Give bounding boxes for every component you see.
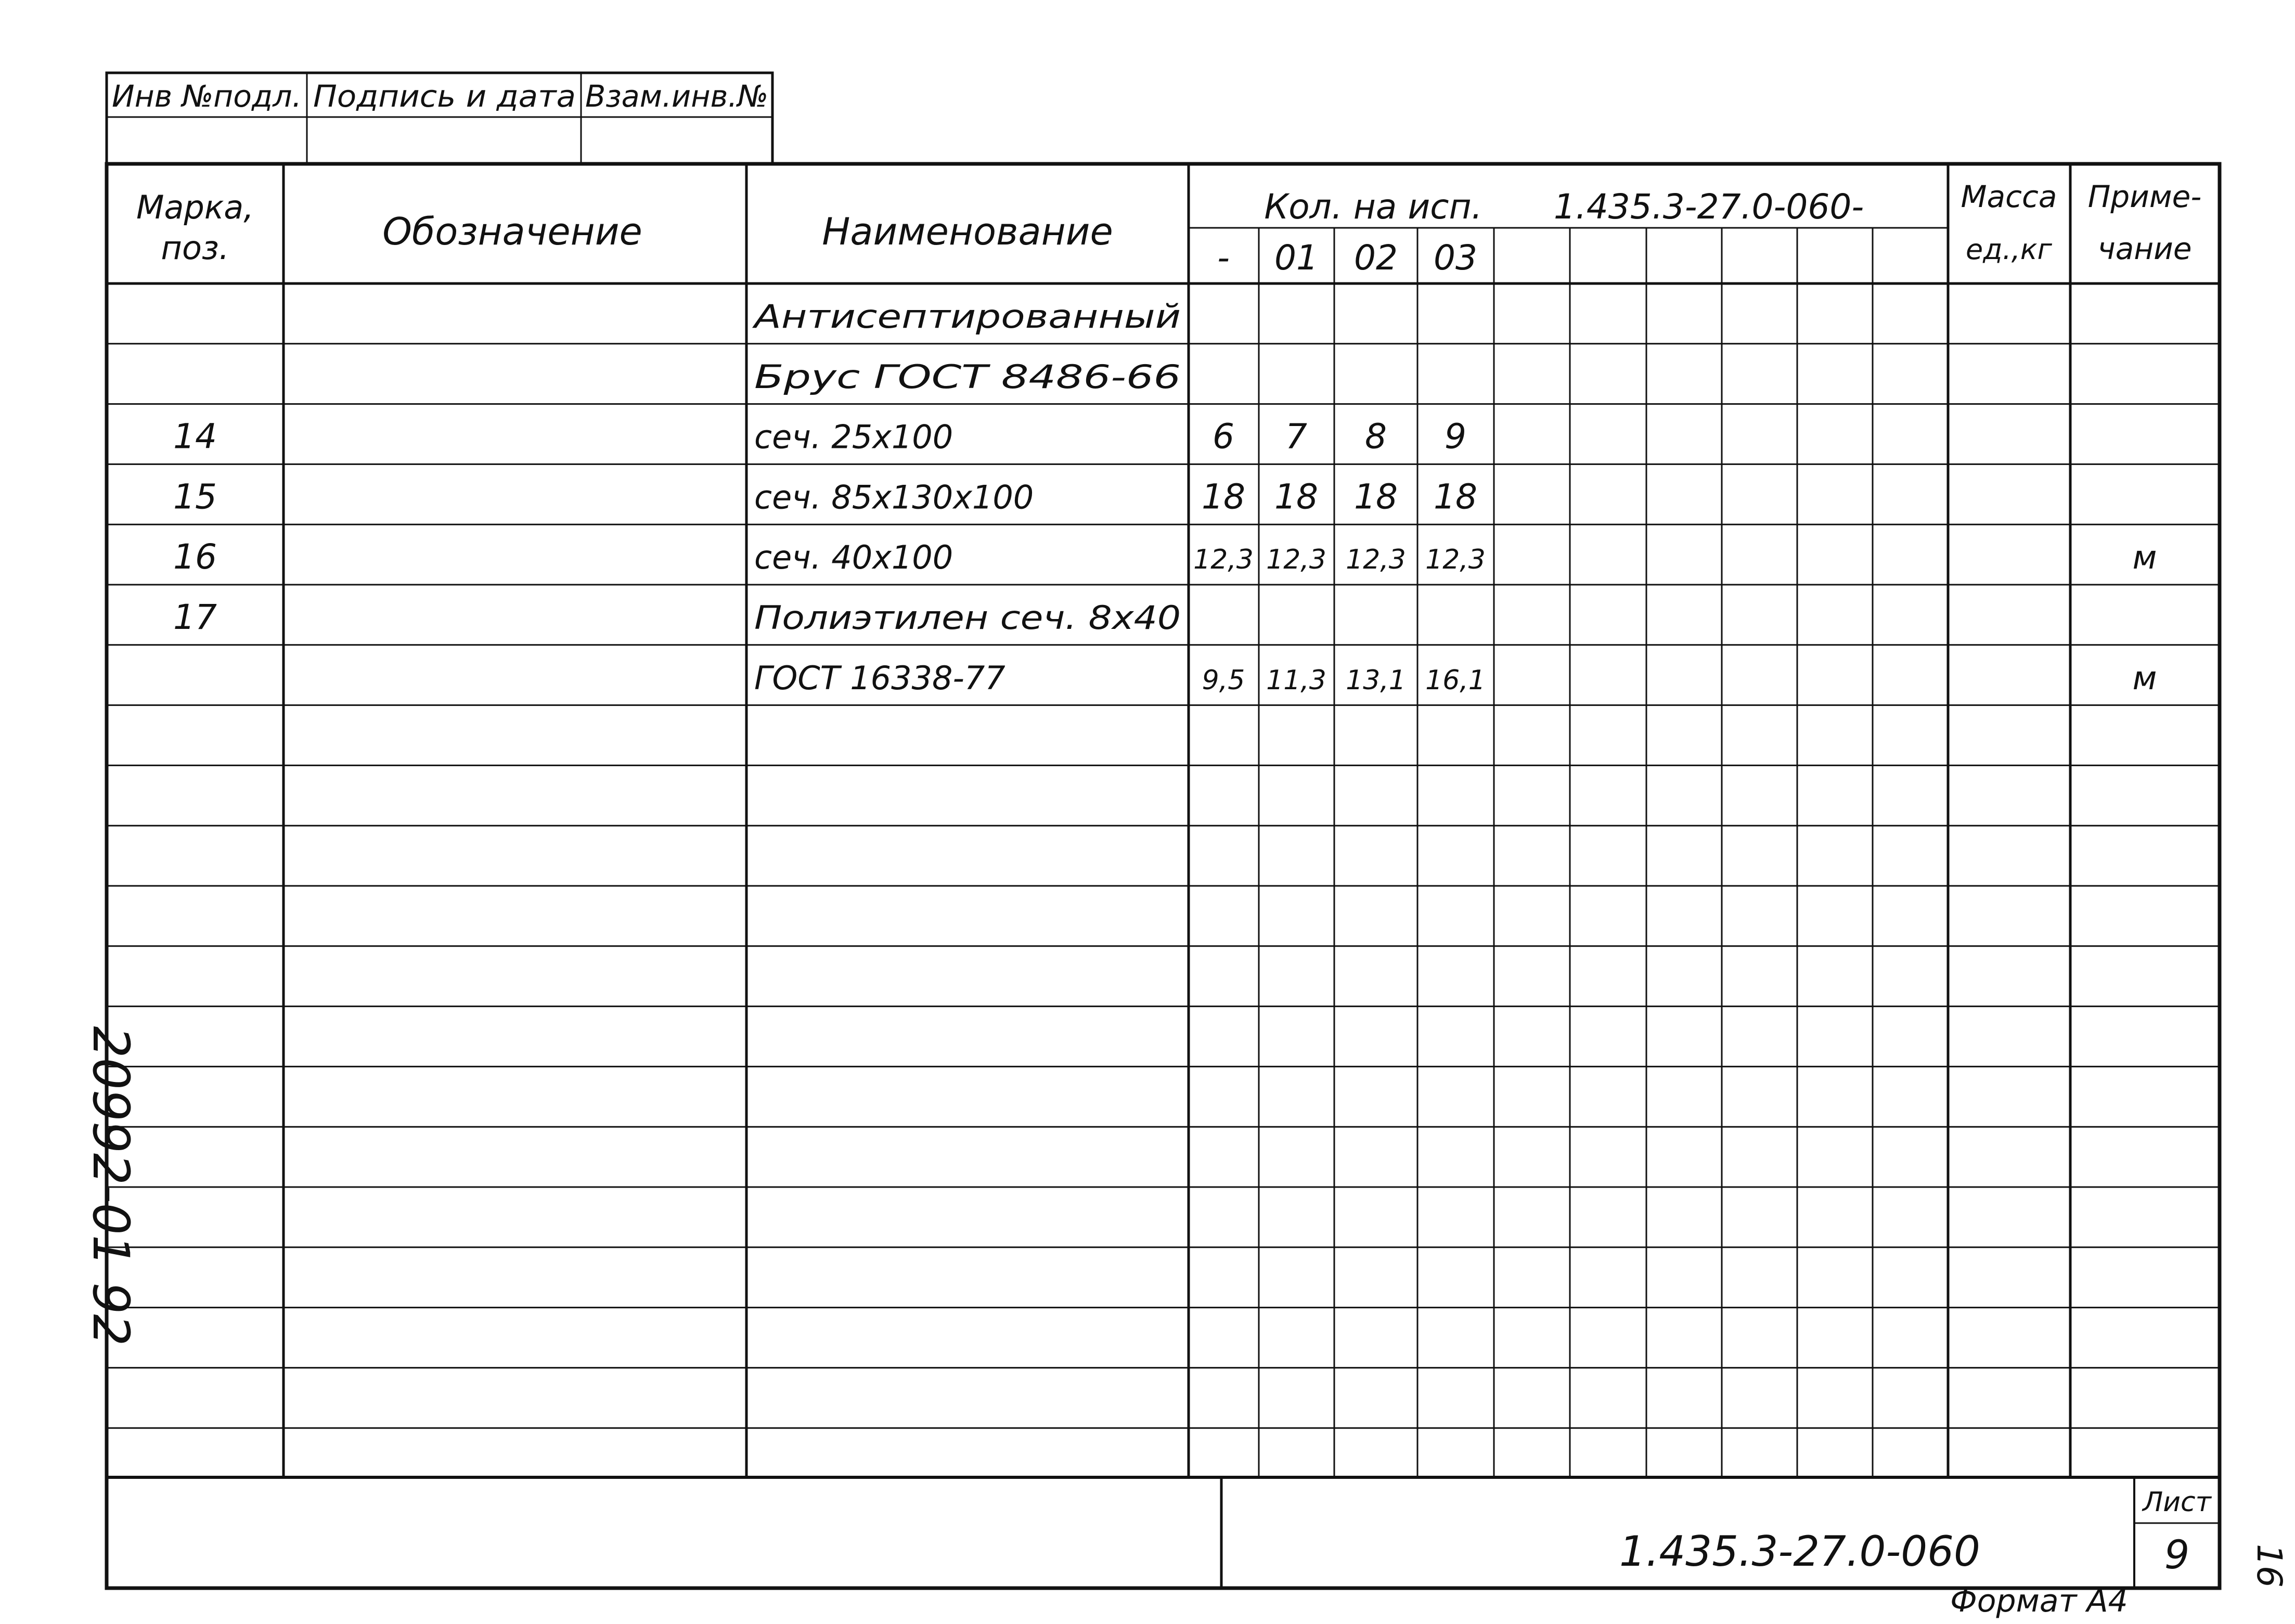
header-mark: Марка, (136, 188, 254, 226)
header-note: Приме- (2087, 179, 2202, 214)
row-qty: 6 (1213, 416, 1234, 457)
row-name: сеч. 25х100 (754, 418, 953, 456)
row-position: 16 (173, 537, 217, 577)
header-note-2: чание (2097, 231, 2192, 266)
stamp-header-sign: Подпись и дата (313, 79, 576, 114)
stamp-header-replace: Взам.инв.№ (585, 79, 768, 114)
doc-code: 1.435.3-27.0-060 (1619, 1527, 1980, 1576)
header-mass-unit: ед.,кг (1966, 233, 2052, 266)
row-qty: 13,1 (1346, 664, 1406, 696)
row-position: 15 (173, 476, 217, 517)
row-name: Полиэтилен сеч. 8х40 (754, 599, 1181, 637)
row-qty: 9,5 (1202, 664, 1245, 696)
table-row (173, 597, 1181, 637)
row-position: 14 (173, 416, 217, 457)
row-note: м (2132, 659, 2157, 697)
header-variant-3: 02 (1354, 238, 1398, 278)
row-qty: 12,3 (1193, 544, 1254, 576)
row-name: сеч. 85х130х100 (754, 478, 1034, 517)
table-row (754, 358, 1181, 396)
row-qty: 18 (1434, 476, 1477, 517)
row-position: 17 (173, 597, 217, 637)
header-mass: Масса (1961, 179, 2057, 214)
row-qty: 11,3 (1266, 664, 1326, 696)
header-variant-2: 01 (1274, 238, 1318, 278)
row-name: Брус ГОСТ 8486-66 (754, 357, 1181, 396)
page-number: 16 (2249, 1544, 2289, 1588)
header-pos: поз. (161, 229, 229, 267)
table-row (752, 298, 1181, 336)
row-lines (107, 344, 2220, 1428)
row-note: м (2132, 538, 2157, 577)
row-qty: 18 (1202, 476, 1245, 517)
row-qty: 18 (1274, 476, 1318, 517)
table-row (173, 417, 1466, 457)
table-row (173, 537, 2157, 577)
stamp-header-inv: Инв №подл. (112, 79, 302, 114)
sheet-number: 9 (2164, 1531, 2190, 1578)
table-row (173, 476, 1477, 517)
row-qty: 12,3 (1346, 544, 1406, 576)
header-variant-4: 03 (1434, 238, 1477, 278)
row-qty: 9 (1445, 416, 1466, 457)
header-name: Наименование (822, 210, 1113, 253)
row-qty: 8 (1365, 416, 1387, 457)
row-name: сеч. 40х100 (754, 538, 953, 577)
header-designation: Обозначение (382, 210, 642, 253)
table-body (173, 298, 2157, 697)
side-number: 20992-01 92 (82, 1026, 140, 1346)
row-name: Антисептированный (752, 298, 1181, 336)
header-qty-doc: 1.435.3-27.0-060- (1553, 187, 1864, 227)
header-variant-1: - (1217, 238, 1230, 278)
row-qty: 16,1 (1425, 664, 1486, 696)
row-qty: 18 (1354, 476, 1398, 517)
row-qty: 12,3 (1425, 544, 1486, 576)
table-row (754, 659, 2157, 697)
sheet-label: Лист (2143, 1487, 2211, 1518)
format-label: Формат А4 (1950, 1583, 2128, 1619)
header-qty-title: Кол. на исп. (1264, 187, 1482, 227)
row-name: ГОСТ 16338-77 (754, 659, 1005, 697)
row-qty: 12,3 (1266, 544, 1326, 576)
row-qty: 7 (1285, 416, 1307, 457)
